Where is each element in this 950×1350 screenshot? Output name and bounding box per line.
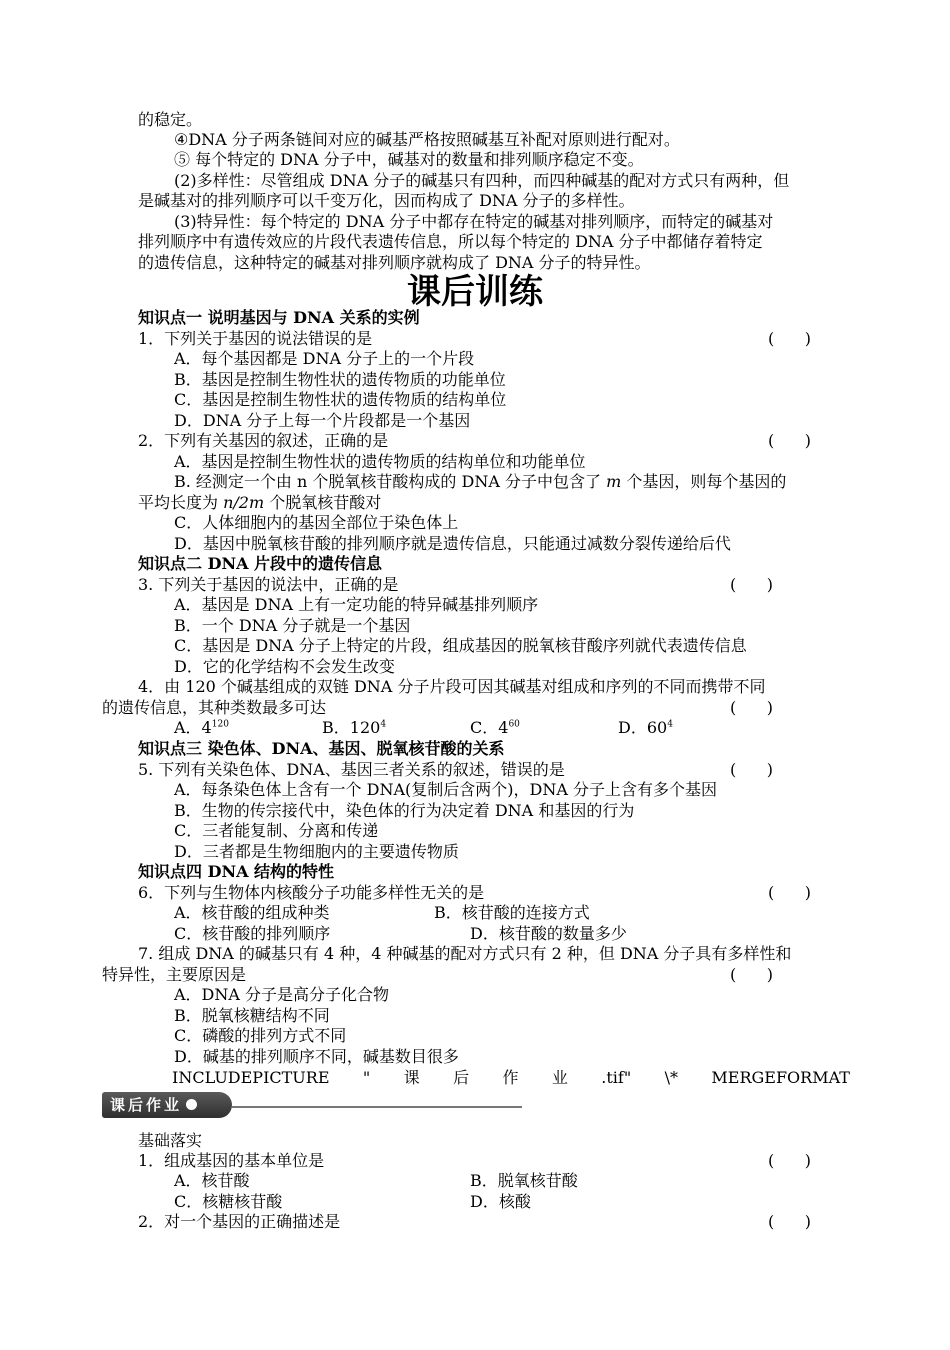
q7-option-b: B．脱氧核糖结构不同 (174, 1006, 330, 1025)
q7-option-a: A．DNA 分子是高分子化合物 (174, 985, 390, 1004)
question-4-stem-line-1: 4．由 120 个碱基组成的双链 DNA 分子片段可因其碱基对组成和序列的不同而携带不同 (138, 677, 766, 696)
q3-option-c: C．基因是 DNA 分子上特定的片段，组成基因的脱氧核苷酸序列就代表遗传信息 (174, 636, 747, 655)
question-3-stem: 3. 下列关于基因的说法中，正确的是 (138, 575, 399, 594)
answer-paren: ( ) (730, 575, 773, 594)
question-4-stem-line-2: 的遗传信息，其种类数最多可达 (102, 698, 327, 717)
q2-option-b-line-1: B. 经测定一个由 n 个脱氧核苷酸构成的 DNA 分子中包含了 m 个基因，则每个基因的 (174, 472, 787, 491)
q1-option-a: A．每个基因都是 DNA 分子上的一个片段 (174, 349, 475, 368)
knowledge-heading-3: 知识点三 染色体、DNA、基因、脱氧核苷酸的关系 (138, 739, 505, 758)
intro-line-6: (3)特异性：每个特定的 DNA 分子中都存在特定的碱基对排列顺序，而特定的碱基对 (174, 212, 774, 231)
q3-option-a: A．基因是 DNA 上有一定功能的特异碱基排列顺序 (174, 595, 539, 614)
answer-paren: ( ) (768, 329, 811, 348)
answer-paren: ( ) (768, 431, 811, 450)
answer-paren: ( ) (730, 965, 773, 984)
question-7-stem-line-1: 7. 组成 DNA 的碱基只有 4 种，4 种碱基的配对方式只有 2 种，但 DNA 分子具有多样性和 (138, 944, 792, 963)
question-5-stem: 5. 下列有关染色体、DNA、基因三者关系的叙述，错误的是 (138, 760, 565, 779)
intro-line-7: 排列顺序中有遗传效应的片段代表遗传信息，所以每个特定的 DNA 分子中都储存着特定 (138, 232, 763, 251)
q2-option-d: D．基因中脱氧核苷酸的排列顺序就是遗传信息，只能通过减数分裂传递给后代 (174, 534, 731, 553)
basic-q1-option-a: A．核苷酸 (174, 1171, 250, 1190)
question-2-stem: 2．下列有关基因的叙述，正确的是 (138, 431, 389, 450)
basic-heading: 基础落实 (138, 1131, 203, 1150)
q6-option-a: A．核苷酸的组成种类 (174, 903, 330, 922)
q5-option-a: A．每条染色体上含有一个 DNA(复制后含两个)，DNA 分子上含有多个基因 (174, 780, 717, 799)
banner-rule (232, 1106, 522, 1108)
basic-q1-option-b: B．脱氧核苷酸 (470, 1171, 578, 1190)
intro-line-2: ④DNA 分子两条链间对应的碱基严格按照碱基互补配对原则进行配对。 (174, 130, 680, 149)
knowledge-heading-4: 知识点四 DNA 结构的特性 (138, 862, 335, 881)
q6-option-b: B．核苷酸的连接方式 (434, 903, 590, 922)
q2-option-a: A．基因是控制生物性状的遗传物质的结构单位和功能单位 (174, 452, 586, 471)
answer-paren: ( ) (768, 883, 811, 902)
basic-q1-option-d: D．核酸 (470, 1192, 531, 1211)
question-7-stem-line-2: 特异性，主要原因是 (102, 965, 247, 984)
q1-option-b: B．基因是控制生物性状的遗传物质的功能单位 (174, 370, 506, 389)
q4-option-a: A．$4^{120}$ (174, 718, 229, 737)
question-1-stem: 1．下列关于基因的说法错误的是 (138, 329, 373, 348)
basic-question-2-stem: 2．对一个基因的正确描述是 (138, 1212, 341, 1231)
knowledge-heading-1: 知识点一 说明基因与 DNA 关系的实例 (138, 308, 420, 327)
q3-option-b: B．一个 DNA 分子就是一个基因 (174, 616, 411, 635)
intro-line-4: (2)多样性：尽管组成 DNA 分子的碱基只有四种，而四种碱基的配对方式只有两种，但 (174, 171, 790, 190)
basic-q1-option-c: C．核糖核苷酸 (174, 1192, 283, 1211)
knowledge-heading-2: 知识点二 DNA 片段中的遗传信息 (138, 554, 383, 573)
intro-line-8: 的遗传信息，这种特定的碱基对排列顺序就构成了 DNA 分子的特异性。 (138, 253, 651, 272)
q5-option-b: B．生物的传宗接代中，染色体的行为决定着 DNA 和基因的行为 (174, 801, 635, 820)
q5-option-d: D．三者都是生物细胞内的主要遗传物质 (174, 842, 459, 861)
q3-option-d: D．它的化学结构不会发生改变 (174, 657, 395, 676)
answer-paren: ( ) (768, 1212, 811, 1231)
section-title: 课后训练 (407, 272, 543, 312)
q5-option-c: C．三者能复制、分离和传递 (174, 821, 379, 840)
q2-option-b-line-2: 平均长度为 n/2m 个脱氧核苷酸对 (138, 493, 382, 512)
intro-line-3: ⑤ 每个特定的 DNA 分子中，碱基对的数量和排列顺序稳定不变。 (174, 150, 644, 169)
bullet-dot-icon (186, 1099, 197, 1110)
q1-option-d: D．DNA 分子上每一个片段都是一个基因 (174, 411, 471, 430)
answer-paren: ( ) (730, 698, 773, 717)
q7-option-d: D．碱基的排列顺序不同，碱基数目很多 (174, 1047, 459, 1066)
q7-option-c: C．磷酸的排列方式不同 (174, 1026, 347, 1045)
basic-question-1-stem: 1．组成基因的基本单位是 (138, 1151, 325, 1170)
intro-line-5: 是碱基对的排列顺序可以千变万化，因而构成了 DNA 分子的多样性。 (138, 191, 635, 210)
q4-option-d: D．$60^4$ (618, 718, 673, 737)
answer-paren: ( ) (730, 760, 773, 779)
include-picture-field-code: INCLUDEPICTURE " 课 后 作 业 .tif" \* MERGEFORMAT (172, 1068, 850, 1087)
q1-option-c: C．基因是控制生物性状的遗传物质的结构单位 (174, 390, 507, 409)
q6-option-d: D．核苷酸的数量多少 (470, 924, 627, 943)
q6-option-c: C．核苷酸的排列顺序 (174, 924, 331, 943)
q4-option-c: C．$4^{60}$ (470, 718, 520, 737)
q2-option-c: C．人体细胞内的基因全部位于染色体上 (174, 513, 459, 532)
homework-banner: 课后作业 (102, 1092, 232, 1118)
answer-paren: ( ) (768, 1151, 811, 1170)
question-6-stem: 6．下列与生物体内核酸分子功能多样性无关的是 (138, 883, 485, 902)
intro-line-1: 的稳定。 (138, 110, 203, 129)
q4-option-b: B．$120^4$ (322, 718, 387, 737)
